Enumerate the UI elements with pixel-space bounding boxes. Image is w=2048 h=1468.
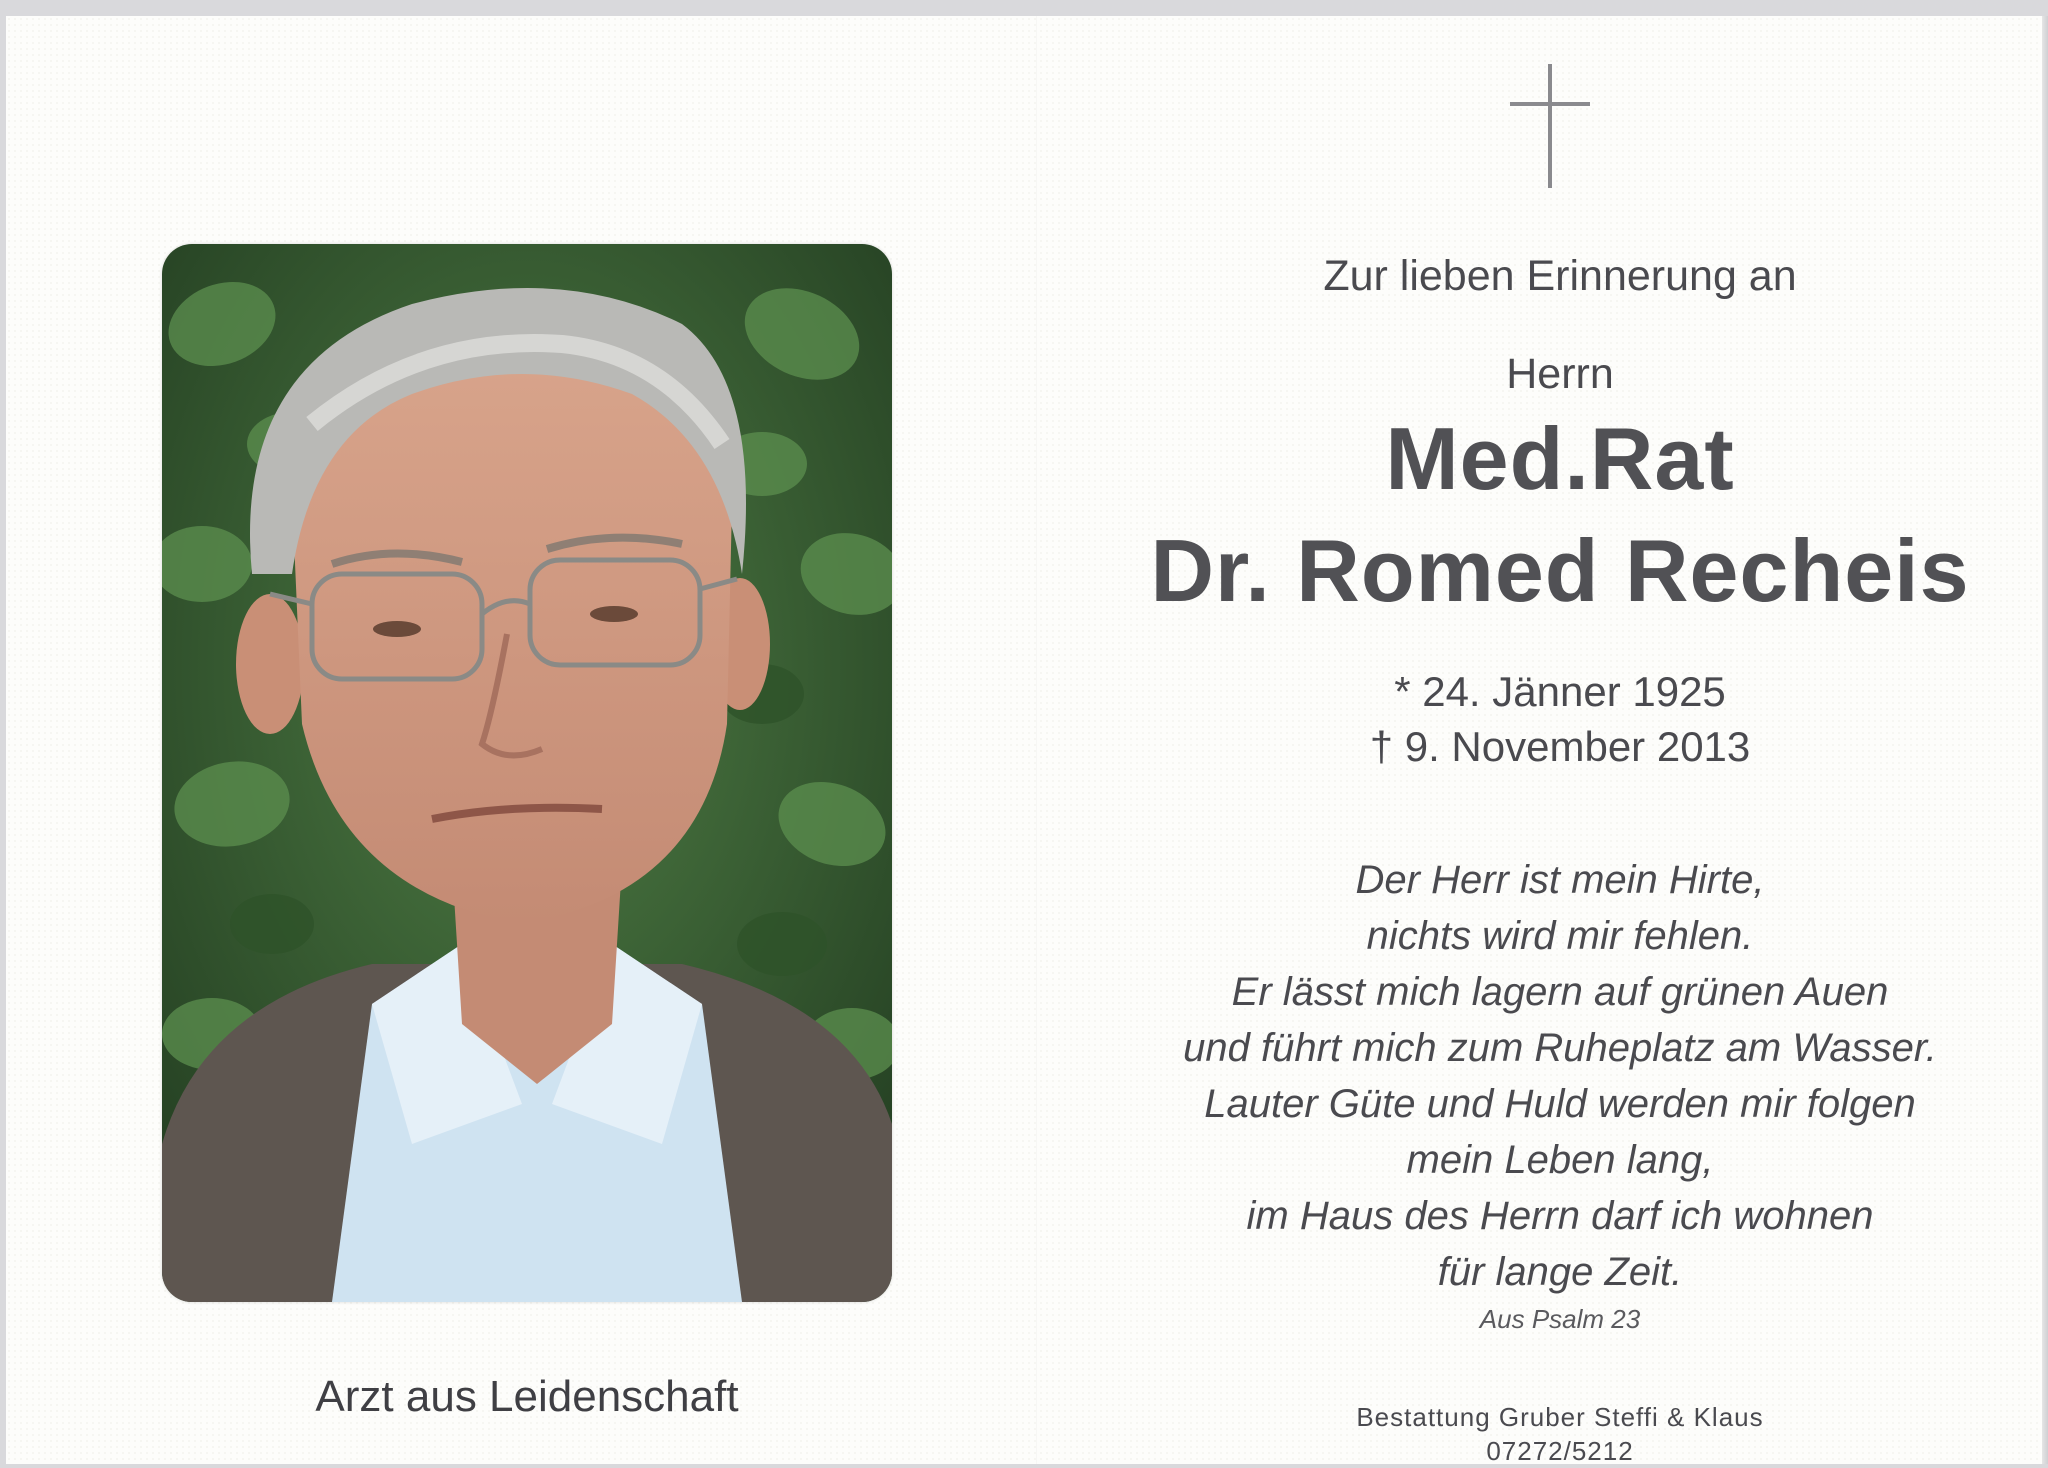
undertaker-phone: 07272/5212 xyxy=(1486,1436,1634,1466)
cross-icon xyxy=(1510,64,1590,188)
card-edge xyxy=(2042,16,2048,1464)
deceased-name: Dr. Romed Recheis xyxy=(1150,521,1970,620)
verse-line: nichts wird mir fehlen. xyxy=(1366,914,1754,958)
photo-caption: Arzt aus Leidenschaft xyxy=(315,1372,739,1421)
verse-line: für lange Zeit. xyxy=(1437,1250,1683,1294)
portrait-photo xyxy=(162,244,892,1302)
verse-line: im Haus des Herrn darf ich wohnen xyxy=(1246,1194,1874,1238)
undertaker-info xyxy=(1125,1400,1995,1468)
verse-line: Der Herr ist mein Hirte, xyxy=(1355,858,1765,902)
verse-line: mein Leben lang, xyxy=(1406,1138,1714,1182)
undertaker-name: Bestattung Gruber Steffi & Klaus xyxy=(1356,1402,1764,1432)
birth-date: * 24. Jänner 1925 xyxy=(1394,668,1726,715)
verse-source: Aus Psalm 23 xyxy=(1479,1304,1641,1334)
verse-line: Lauter Güte und Huld werden mir folgen xyxy=(1204,1082,1916,1126)
psalm-verse xyxy=(1125,852,1995,1300)
verse-line: und führt mich zum Ruheplatz am Wasser. xyxy=(1183,1026,1937,1070)
card-fold xyxy=(1036,16,1037,1464)
title-line: Med.Rat xyxy=(1385,409,1735,508)
salutation: Herrn xyxy=(1506,350,1614,398)
verse-line: Er lässt mich lagern auf grünen Auen xyxy=(1231,970,1889,1014)
intro-text: Zur lieben Erinnerung an xyxy=(1323,252,1797,300)
death-date: † 9. November 2013 xyxy=(1369,723,1751,770)
portrait-illustration xyxy=(162,244,892,1302)
